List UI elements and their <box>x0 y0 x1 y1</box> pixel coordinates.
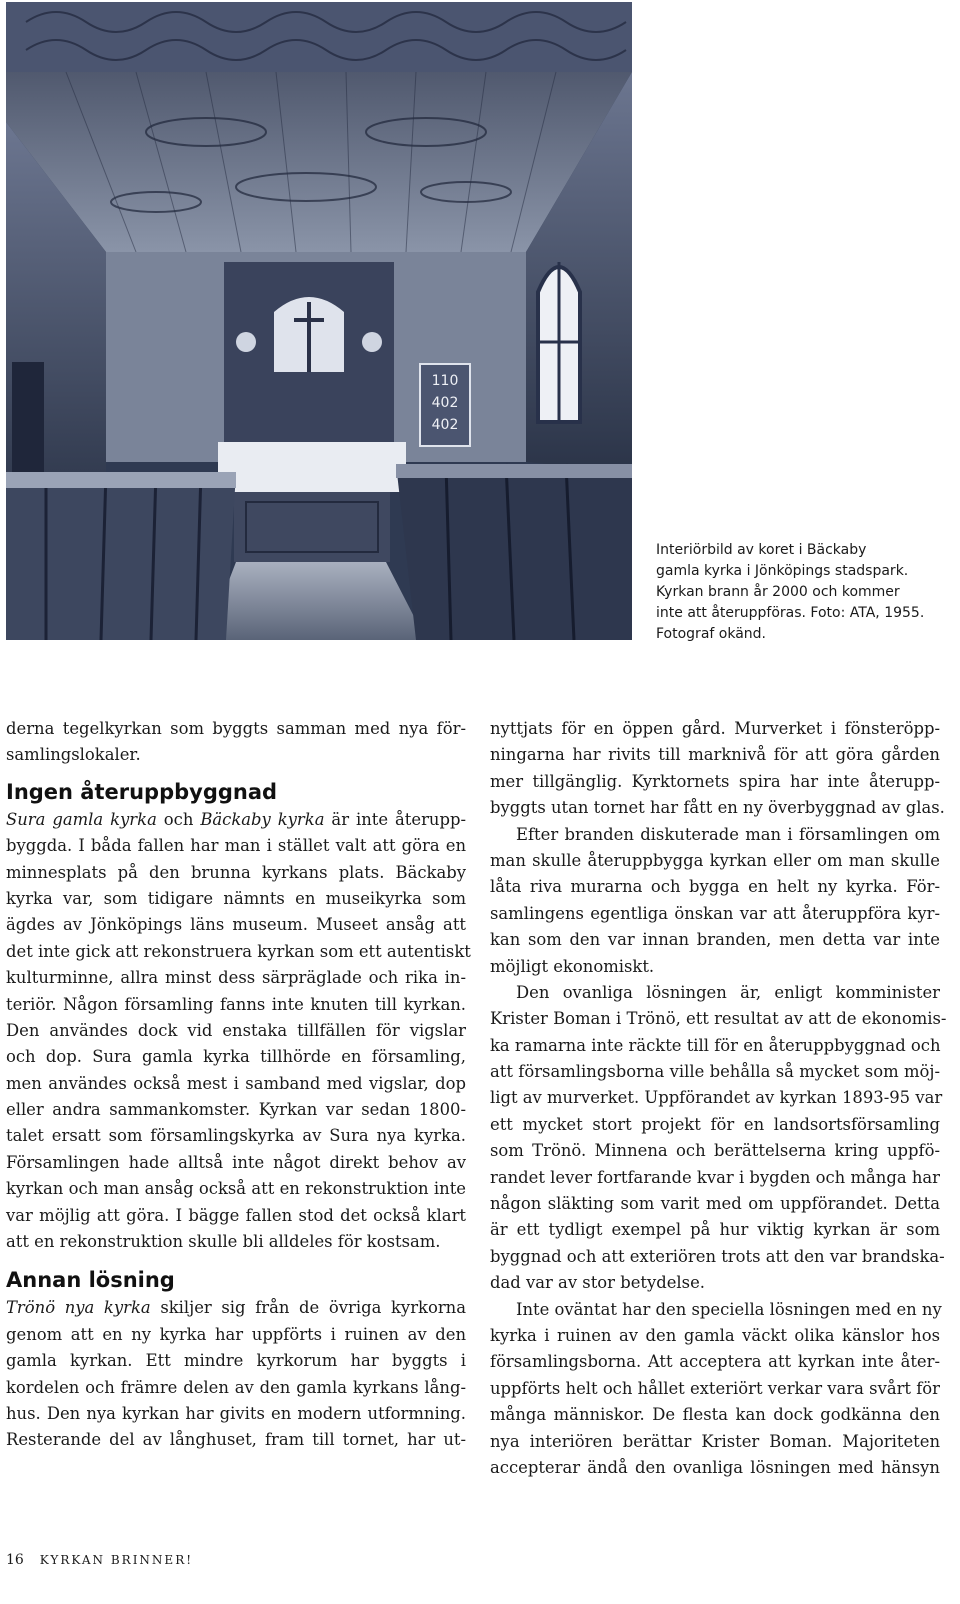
text-line: många människor. De flesta kan dock godkänna den <box>490 1405 940 1425</box>
text-line: derna tegelkyrkan som byggts samman med nya för- <box>6 719 466 738</box>
text-line: ägdes av Jönköpings läns museum. Museet ansåg att <box>6 915 466 935</box>
text-line: att en rekonstruktion skulle bli alldeles för kostsam. <box>6 1232 441 1252</box>
text-line: Efter branden diskuterade man i församlingen om <box>516 824 940 844</box>
text-line: gamla kyrkan. Ett mindre kyrkorum har byggts i <box>6 1351 466 1371</box>
text-line: någon släkting som varit med om uppförandet. Detta <box>490 1194 940 1214</box>
text-line: genom att en ny kyrka har uppförts i ruinen av den <box>6 1324 466 1344</box>
page-number: 16 <box>6 1552 24 1568</box>
text-line: byggnad och att exteriören trots att den var brandska- <box>490 1246 945 1266</box>
text-line: man skulle återuppbygga kyrkan eller om man skulle <box>490 850 940 870</box>
text-line: accepterar ändå den ovanliga lösningen med hänsyn <box>490 1457 940 1477</box>
text-line: randet lever fortfarande kvar i bygden och många har <box>490 1167 940 1187</box>
text-line: samlingens egentliga önskan var att återuppföra kyr- <box>490 903 940 923</box>
caption-line: Interiörbild av koret i Bäckaby <box>656 542 867 558</box>
text-line: byggda. I båda fallen har man i stället valt att göra en <box>6 836 466 856</box>
church-interior-illustration <box>6 2 632 640</box>
text-line: att församlingsborna ville behålla så mycket som möj- <box>490 1062 940 1082</box>
hymn-number: 402 <box>431 417 459 433</box>
text-line: eller andra sammankomster. Kyrkan var sedan 1800- <box>6 1100 466 1120</box>
text-line: är ett tydligt exempel på hur viktig kyrkan är som <box>490 1220 940 1240</box>
text-line: låta riva murarna och bygga en helt ny kyrka. För- <box>490 877 940 897</box>
text-line <box>6 807 466 833</box>
text-line: Den ovanliga lösningen är, enligt komminister <box>516 982 940 1002</box>
text-line: kordelen och främre delen av den gamla kyrkans lång- <box>6 1377 466 1397</box>
text-line: ka ramarna inte räckte till för en återuppbyggnad och <box>490 1035 941 1055</box>
text-line: det inte gick att rekonstruera kyrkan som ett autentiskt <box>6 941 471 961</box>
text-line: Den användes dock vid enstaka tillfällen för vigslar <box>6 1020 466 1040</box>
church-interior-photo <box>6 2 632 640</box>
text-line: Församlingen hade alltså inte något direkt behov av <box>6 1152 466 1172</box>
text-line: kyrka var, som tidigare nämnts en museikyrka som <box>6 888 466 908</box>
text-line: nyttjats för en öppen gård. Murverket i fönsteröpp- <box>490 719 940 738</box>
text-line: och dop. Sura gamla kyrka tillhörde en församling, <box>6 1047 466 1067</box>
text-line: var möjlig att göra. I bägge fallen stod det också klart <box>6 1205 466 1225</box>
section-heading: Annan lösning <box>6 1268 175 1293</box>
caption-line: Kyrkan brann år 2000 och kommer <box>656 584 900 600</box>
page-footer <box>6 1552 193 1568</box>
text-line: dad var av stor betydelse. <box>490 1273 705 1293</box>
text-line: minnesplats på den brunna kyrkans plats. Bäckaby <box>6 862 466 882</box>
right-column <box>490 716 947 1481</box>
hymn-number: 402 <box>431 395 459 411</box>
running-title: KYRKAN BRINNER! <box>39 1553 194 1567</box>
caption-line: Fotograf okänd. <box>656 626 766 642</box>
text-line: mer tillgänglig. Kyrktornets spira har inte återupp- <box>490 771 940 791</box>
caption-line: gamla kyrka i Jönköpings stadspark. <box>656 563 909 579</box>
left-column <box>6 716 471 1454</box>
text-line: Inte oväntat har den speciella lösningen med en ny <box>516 1299 942 1319</box>
text-line: talet ersatt som församlingskyrka av Sura nya kyrka. <box>6 1126 466 1146</box>
text-line: teriör. Någon församling fanns inte knuten till kyrkan. <box>6 994 466 1014</box>
text-line: Resterande del av långhuset, fram till tornet, har ut- <box>6 1430 466 1450</box>
photo-caption <box>656 540 946 645</box>
section-heading: Ingen återuppbyggnad <box>6 779 278 804</box>
text-line: församlingsborna. Att acceptera att kyrkan inte åter- <box>490 1352 940 1372</box>
text-line: byggts utan tornet har fått en ny överbyggnad av glas. <box>490 798 945 818</box>
text-line: ligt av murverket. Uppförandet av kyrkan 1893-95 var <box>490 1088 943 1108</box>
text-line: kyrka i ruinen av den gamla väckt olika känslor hos <box>490 1325 940 1345</box>
text-line: nya interiören berättar Krister Boman. Majoriteten <box>490 1431 940 1451</box>
text-line: kan som den var innan branden, men detta var inte <box>490 930 940 950</box>
text-line: ningarna har rivits till marknivå för att göra gården <box>490 745 940 765</box>
text-line <box>6 1295 466 1321</box>
text-line: möjligt ekonomiskt. <box>490 956 655 976</box>
caption-line: inte att återuppföras. Foto: ATA, 1955. <box>656 605 925 621</box>
text-line: Krister Boman i Trönö, ett resultat av att de ekonomis- <box>490 1009 947 1029</box>
text-line: ett mycket stort projekt för en landsortsförsamling <box>490 1114 940 1134</box>
hymn-number: 110 <box>431 373 459 389</box>
text-line: kyrkan och man ansåg också att en rekonstruktion inte <box>6 1179 466 1199</box>
text-span: skiljer sig från de övriga kyrkorna <box>150 1298 466 1318</box>
text-span: är inte återupp- <box>324 809 466 829</box>
text-line: samlingslokaler. <box>6 745 141 765</box>
church-name: Trönö nya kyrka <box>6 1298 151 1318</box>
text-line: hus. Den nya kyrkan har givits en modern utformning. <box>6 1403 466 1423</box>
text-line: som Trönö. Minnena och berättelserna kring uppfö- <box>490 1141 940 1161</box>
text-line: men användes också mest i samband med vigslar, dop <box>6 1073 466 1093</box>
text-line: kulturminne, allra minst dess särpräglade och rika in- <box>6 968 466 988</box>
church-name: Sura gamla kyrka <box>6 809 157 829</box>
church-name: Bäckaby kyrka <box>200 809 325 829</box>
text-span: och <box>156 809 201 829</box>
text-line: uppförts helt och hållet exteriört verkar vara svårt för <box>490 1378 940 1398</box>
